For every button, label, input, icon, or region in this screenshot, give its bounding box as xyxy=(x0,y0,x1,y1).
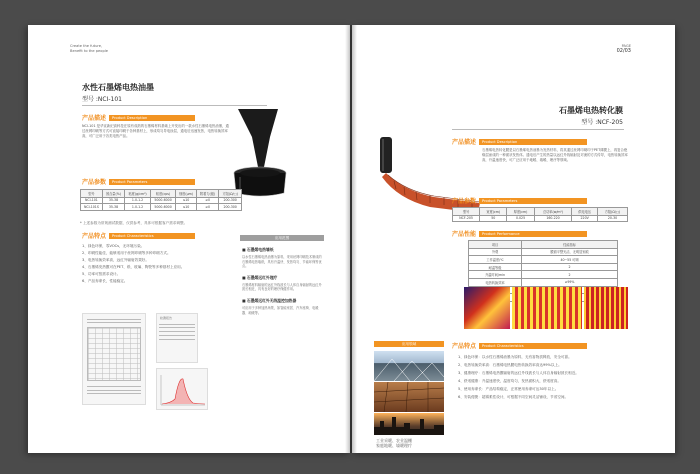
product-model: 型号 :NCF-205 xyxy=(581,119,623,126)
section-title: 产品参数 xyxy=(452,198,477,205)
application-caption xyxy=(376,438,412,448)
right-page xyxy=(352,25,675,453)
divider xyxy=(82,105,267,106)
table-cell: 外观 xyxy=(469,248,522,256)
left-page xyxy=(28,25,350,453)
floor-heating-photo xyxy=(374,382,444,412)
application-list xyxy=(242,247,324,321)
table-row xyxy=(469,271,618,279)
table-cell: 1.0-1.2 xyxy=(125,197,151,204)
tagline-line: Create the future, xyxy=(70,44,103,48)
page-indicator xyxy=(617,44,631,53)
feature-item: 3、健康理疗：石墨烯电热膜辐射的远红外线波长与人体自身辐射波长相近。 xyxy=(458,371,579,375)
section-title: 产品特点 xyxy=(452,343,477,350)
table-header-cell: 粘度(g/cm³) xyxy=(125,190,151,198)
table-cell: 35-38 xyxy=(102,197,124,204)
thermal-image xyxy=(512,287,582,329)
section-parameters xyxy=(82,177,195,186)
section-bar: Product Parameters xyxy=(479,198,587,204)
table-cell: 1.0-1.2 xyxy=(125,204,151,211)
application-item-text: 石墨烯材料辐射的远红外线波长与人体自身辐射的远红外波长相近，具有良好的理疗保健作用。 xyxy=(242,282,322,292)
table-cell: 耐温等级 xyxy=(469,263,522,271)
divider xyxy=(452,129,624,130)
table-cell: ≥0 xyxy=(196,204,218,211)
section-bar: Product Description xyxy=(479,139,587,145)
thermal-image xyxy=(464,287,510,329)
table-header-row xyxy=(453,208,628,216)
table-cell: ≥0 xyxy=(196,197,218,204)
table-row xyxy=(453,215,628,222)
table-header-cell: 型号 xyxy=(81,190,103,198)
table-row xyxy=(469,256,618,264)
feature-item: 6、安装便捷：超薄柔性设计，可根据不同空间灵活铺设，节省空间。 xyxy=(458,395,569,399)
table-header-cell: 附着力(级) xyxy=(196,190,218,198)
section-parameters xyxy=(452,196,587,205)
floor-tiles-icon xyxy=(374,382,444,412)
spectrum-curve-icon xyxy=(157,369,209,411)
application-item-title: ■ 石墨烯远红外理疗 xyxy=(242,274,278,280)
section-title: 产品参数 xyxy=(82,179,107,186)
section-title: 产品性能 xyxy=(452,231,477,238)
product-title: 水性石墨烯电热油墨 xyxy=(82,83,154,92)
section-features xyxy=(452,341,587,350)
feature-item: 3、电热转换效率高，远红外辐射效果好。 xyxy=(82,258,149,262)
application-item xyxy=(242,247,324,269)
section-bar: Product Characteristics xyxy=(109,233,195,239)
table-header-cell: 方阻(Ω/□) xyxy=(598,208,628,216)
feature-item: 2、电热转换效率高：石墨烯电热膜电热转换效率高达99%以上。 xyxy=(458,363,562,367)
feature-item: 1、绿色环保：以水性石墨烯油墨为原料，无有害物质释放，安全可靠。 xyxy=(458,355,572,359)
table-cell: ≤10 xyxy=(176,197,197,204)
page-label: PAGE xyxy=(621,44,631,48)
table-header-cell: 供电电压 xyxy=(572,208,598,216)
table-header-cell: 方阻(Ω/□) xyxy=(219,190,242,198)
table-cell: 20-30 xyxy=(598,215,628,222)
thermal-image xyxy=(584,287,628,329)
table-header-cell: 细度(μm) xyxy=(176,190,197,198)
table-cell: 2 xyxy=(522,263,618,271)
application-item-text: 可应用于多种加热场景，如智能家居、汽车座椅、电暖器、地暖等。 xyxy=(242,305,319,315)
table-header-cell: 项目 xyxy=(469,241,522,249)
table-cell: 膜面平整光洁，无明显划痕 xyxy=(522,248,618,256)
table-cell: ≥99% xyxy=(522,278,618,286)
tagline-line: Benefit to the people xyxy=(70,48,108,53)
table-cell: 220V xyxy=(572,215,598,222)
section-bar: Product Performance xyxy=(479,231,587,237)
application-item xyxy=(242,298,324,315)
description-text: 石墨烯电热转化膜是以石墨烯电热油墨为发热材料，将其通过丝网印刷印于PET薄膜上，再复合绝缘层而成的一种面状发热体。通电后产生的热量以远红外线辐射及对流的方式传导，电热转换效率高，升温速度快，可广泛应用于地暖、墙暖、理疗等领域。 xyxy=(482,148,628,162)
section-description xyxy=(82,113,195,122)
table-row xyxy=(469,278,618,286)
description-text: NCI-101 是华宣新纪高科技在原有成熟的石墨烯材料基础上开发出的一款水性石墨烯电热油墨，通过丝网印刷等方式可直接印刷于各种基材上，形成均匀导电涂层，通电后迅速发热，电热转换效率高，可广泛用于各类电热产品。 xyxy=(82,124,229,138)
table-cell: ≤10 xyxy=(176,204,197,211)
section-title: 产品描述 xyxy=(82,115,107,122)
test-report-sheet xyxy=(156,313,198,363)
section-bar: Product Description xyxy=(109,115,195,121)
feature-item: 1、绿色环保，零VOCs，无环境污染。 xyxy=(82,244,145,248)
table-cell: 200-300 xyxy=(219,204,242,211)
product-title: 石墨烯电热转化膜 xyxy=(559,106,623,115)
section-features xyxy=(82,231,195,240)
table-row xyxy=(81,197,242,204)
certificate-sheet xyxy=(82,313,146,405)
table-cell: 200-300 xyxy=(219,197,242,204)
table-header-cell: 总功率(w/m²) xyxy=(534,208,572,216)
table-row xyxy=(469,263,618,271)
caption-line: 家庭地暖、墙暖理疗 xyxy=(376,443,412,449)
feature-item: 5、功率可按需求设计。 xyxy=(82,272,121,276)
feature-item: 6、产品寿命长，性能稳定。 xyxy=(82,279,128,283)
parameter-table xyxy=(452,207,628,222)
table-row xyxy=(81,204,242,211)
sheet-title: 检测报告 xyxy=(160,316,173,320)
table-header-cell: 固含量(%) xyxy=(102,190,124,198)
greenhouse-icon xyxy=(374,351,444,381)
ink-product-photo xyxy=(218,107,300,202)
table-header-cell: 性能指标 xyxy=(522,241,618,249)
table-header-row xyxy=(81,190,242,198)
section-performance xyxy=(452,229,587,238)
parameter-note: * 上述参数为常规测试数据，仅供参考，具体可根据客户需求调整。 xyxy=(80,221,188,225)
feature-list xyxy=(458,353,634,401)
feature-item: 2、印刷性能佳，能够适用于丝网印刷等多种印刷方式。 xyxy=(82,251,171,255)
feature-list xyxy=(82,243,242,285)
tagline xyxy=(70,44,108,53)
table-cell: NCF-205 xyxy=(453,215,480,222)
application-item xyxy=(242,275,324,292)
table-cell: 2 xyxy=(522,271,618,279)
feature-item: 4、石墨烯发热膜可在PET、纸、玻璃、陶瓷等多种基材上应用。 xyxy=(82,265,185,269)
table-cell: NCI-101 xyxy=(81,197,103,204)
table-header-cell: 型号 xyxy=(453,208,480,216)
application-item-title: ■ 石墨烯远红外无线温控加热器 xyxy=(242,297,297,303)
section-title: 产品特点 xyxy=(82,233,107,240)
table-cell: 35-38 xyxy=(102,204,124,211)
application-item-text: 以水性石墨烯电热油墨为原料，采用丝网印刷技术制成的石墨烯电热墙纸，具有升温快、发热均匀、节能环保等优点。 xyxy=(242,255,322,269)
parameter-table xyxy=(80,189,242,211)
table-header-cell: 厚度(cm) xyxy=(507,208,534,216)
application-header: 应用范围 xyxy=(240,235,324,241)
table-cell: 0.025 xyxy=(507,215,534,222)
table-cell: 5000-6000 xyxy=(151,197,176,204)
table-cell: 电热转换效率 xyxy=(469,278,522,286)
caption-line: 工业采暖、农业温棚 xyxy=(376,438,412,443)
table-cell: 50 xyxy=(480,215,507,222)
application-header: 应用领域 xyxy=(374,341,444,347)
book-spine xyxy=(345,25,357,453)
city-photo xyxy=(374,413,444,435)
table-cell: 5000-6000 xyxy=(151,204,176,211)
product-model: 型号 :NCI-101 xyxy=(82,96,122,103)
application-item-title: ■ 石墨烯电热墙纸 xyxy=(242,247,274,252)
section-bar: Product Characteristics xyxy=(479,343,587,349)
table-cell: NCI-101S xyxy=(81,204,103,211)
table-header-cell: 宽度(cm) xyxy=(480,208,507,216)
page-number: 02/03 xyxy=(616,47,631,54)
section-bar: Product Parameters xyxy=(109,179,195,185)
table-cell: 160-220 xyxy=(534,215,572,222)
table-header-row xyxy=(469,241,618,249)
feature-item: 4、舒适健康：升温速度快，温度均匀，发热面积大，舒适度高。 xyxy=(458,379,561,383)
greenhouse-photo xyxy=(374,351,444,381)
table-cell: 工作温度/℃ xyxy=(469,256,522,264)
table-cell: 升温时间/min xyxy=(469,271,522,279)
table-cell: 40~55 可调 xyxy=(522,256,618,264)
section-title: 产品描述 xyxy=(452,139,477,146)
spectrum-chart-sheet xyxy=(156,368,208,410)
table-header-cell: 粘度(cps) xyxy=(151,190,176,198)
feature-item: 5、使用寿命长：产品结构稳定，正常使用寿命可达30年以上。 xyxy=(458,387,559,391)
table-row xyxy=(469,248,618,256)
skyline-icon xyxy=(374,413,444,435)
section-description xyxy=(452,137,587,146)
